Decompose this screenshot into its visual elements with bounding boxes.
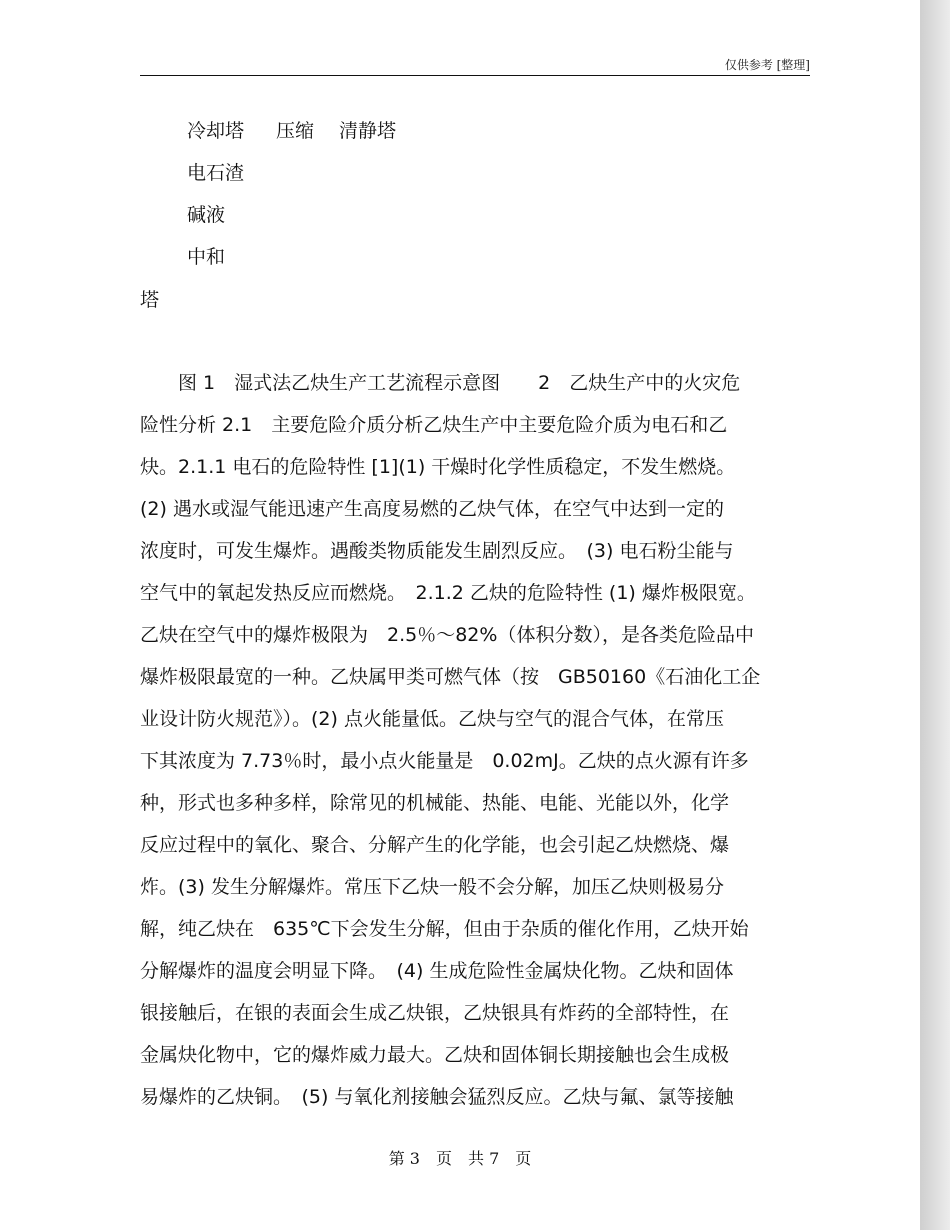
body-line: 浓度时，可发生爆炸。遇酸类物质能发生剧烈反应。 (3) 电石粉尘能与 xyxy=(140,540,734,562)
body-line: 下其浓度为 7.73％时，最小点火能量是 0.02mJ。乙炔的点火源有许多 xyxy=(140,750,749,772)
header-note: 仅供参考 [整理] xyxy=(724,58,810,72)
body-line: 种，形式也多种多样，除常见的机械能、热能、电能、光能以外，化学 xyxy=(140,792,730,814)
label-carbide-slag: 电石渣 xyxy=(187,162,245,184)
body-line: 分解爆炸的温度会明显下降。 (4) 生成危险性金属炔化物。乙炔和固体 xyxy=(140,960,734,982)
body-line: 空气中的氧起发热反应而燃烧。 2.1.2 乙炔的危险特性 (1) 爆炸极限宽。 xyxy=(140,582,756,604)
body-line: 解，纯乙炔在 635℃下会发生分解，但由于杂质的催化作用，乙炔开始 xyxy=(140,918,749,940)
header-rule xyxy=(140,75,810,76)
body-line: 金属炔化物中，它的爆炸威力最大。乙炔和固体铜长期接触也会生成极 xyxy=(140,1044,730,1066)
body-text xyxy=(140,362,810,1118)
body-line: 险性分析 2.1 主要危险介质分析乙炔生产中主要危险介质为电石和乙 xyxy=(140,414,728,436)
label-compression: 压缩 xyxy=(276,120,315,142)
label-tower: 塔 xyxy=(140,289,160,311)
body-line: (2) 遇水或湿气能迅速产生高度易燃的乙炔气体，在空气中达到一定的 xyxy=(140,498,724,520)
body-line: 图 1 湿式法乙炔生产工艺流程示意图 2 乙炔生产中的火灾危 xyxy=(140,372,741,394)
label-neutralize: 中和 xyxy=(187,246,226,268)
body-line: 易爆炸的乙炔铜。 (5) 与氧化剂接触会猛烈反应。乙炔与氟、氯等接触 xyxy=(140,1086,734,1108)
body-line: 反应过程中的氧化、聚合、分解产生的化学能，也会引起乙炔燃烧、爆 xyxy=(140,834,730,856)
body-line: 银接触后，在银的表面会生成乙炔银，乙炔银具有炸药的全部特性，在 xyxy=(140,1002,730,1024)
label-lye: 碱液 xyxy=(187,204,226,226)
body-line: 爆炸极限最宽的一种。乙炔属甲类可燃气体（按 GB50160《石油化工企 xyxy=(140,666,761,688)
page-shadow xyxy=(920,0,950,1230)
body-line: 炔。2.1.1 电石的危险特性 [1](1) 干燥时化学性质稳定，不发生燃烧。 xyxy=(140,456,736,478)
label-clean-tower: 清静塔 xyxy=(339,120,397,142)
label-cooling-tower: 冷却塔 xyxy=(187,120,245,142)
body-line: 业设计防火规范》）。(2) 点火能量低。乙炔与空气的混合气体，在常压 xyxy=(140,708,724,730)
body-line: 炸。(3) 发生分解爆炸。常压下乙炔一般不会分解，加压乙炔则极易分 xyxy=(140,876,724,898)
body-line: 乙炔在空气中的爆炸极限为 2.5％～82%（体积分数），是各类危险品中 xyxy=(140,624,754,646)
page-footer: 第 3 页 共 7 页 xyxy=(388,1149,532,1168)
